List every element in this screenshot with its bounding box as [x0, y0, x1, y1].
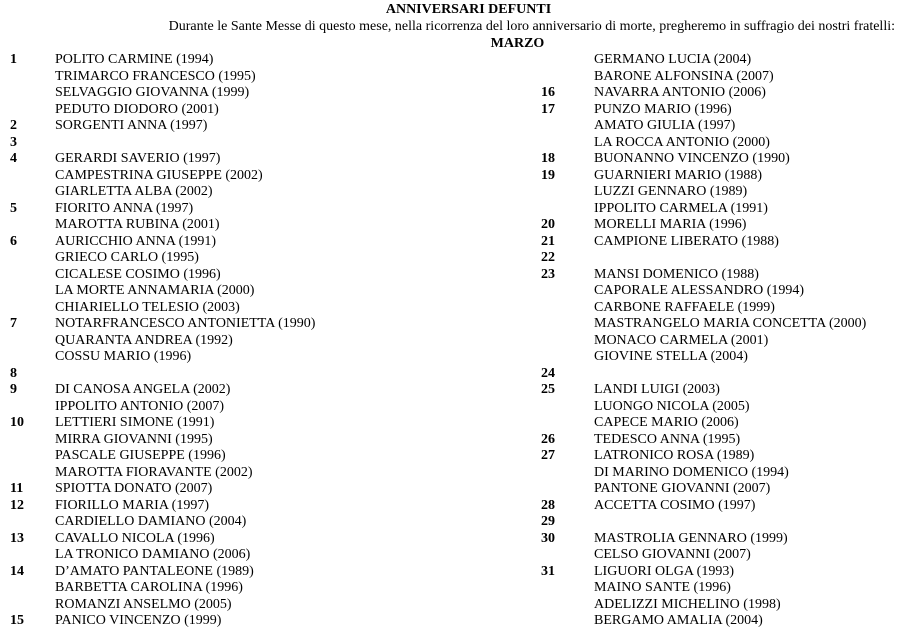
day-number [541, 547, 594, 564]
anniversary-row [10, 465, 480, 482]
anniversary-row [541, 564, 901, 581]
anniversary-row [541, 234, 901, 251]
day-number: 28 [541, 497, 555, 513]
deceased-name: GERARDI SAVERIO (1997) [55, 151, 221, 166]
anniversary-row [10, 102, 480, 119]
deceased-name: MORELLI MARIA (1996) [594, 217, 747, 232]
anniversary-row [10, 498, 480, 515]
deceased-name: PANICO VINCENZO (1999) [55, 613, 222, 628]
deceased-name: GERMANO LUCIA (2004) [594, 52, 752, 67]
day-number [541, 283, 594, 300]
anniversary-row [541, 168, 901, 185]
day-number: 29 [541, 514, 555, 529]
day-number [541, 481, 594, 498]
anniversary-row [10, 52, 480, 69]
deceased-name: MANSI DOMENICO (1988) [594, 266, 759, 282]
day-number [541, 597, 594, 614]
anniversary-row [10, 316, 480, 333]
deceased-name: POLITO CARMINE (1994) [55, 52, 214, 67]
day-number [10, 597, 55, 614]
day-number: 5 [10, 200, 17, 216]
deceased-name: BERGAMO AMALIA (2004) [594, 613, 763, 628]
deceased-name: LA TRONICO DAMIANO (2006) [55, 547, 251, 562]
anniversary-row [541, 448, 901, 465]
anniversary-row [541, 481, 901, 498]
deceased-name: MASTRANGELO MARIA CONCETTA (2000) [594, 316, 867, 331]
anniversary-row [541, 316, 901, 333]
day-number [541, 118, 594, 135]
deceased-name: LUONGO NICOLA (2005) [594, 398, 750, 414]
anniversary-row [10, 201, 480, 218]
day-number [10, 448, 55, 465]
deceased-name: LUZZI GENNARO (1989) [594, 184, 748, 199]
deceased-name: CARBONE RAFFAELE (1999) [594, 299, 775, 315]
anniversary-row [10, 250, 480, 267]
deceased-name: TEDESCO ANNA (1995) [594, 431, 741, 447]
day-number: 16 [541, 85, 555, 100]
day-number [541, 201, 594, 218]
deceased-name: NAVARRA ANTONIO (2006) [594, 85, 766, 100]
anniversary-row [10, 432, 480, 449]
deceased-name: LA ROCCA ANTONIO (2000) [594, 134, 770, 150]
deceased-name: LIGUORI OLGA (1993) [594, 563, 734, 579]
anniversary-row [541, 432, 901, 449]
day-number: 3 [10, 134, 17, 150]
deceased-name: MAINO SANTE (1996) [594, 580, 731, 595]
day-number: 22 [541, 250, 555, 265]
deceased-name: CARDIELLO DAMIANO (2004) [55, 514, 247, 529]
deceased-name: MONACO CARMELA (2001) [594, 332, 769, 348]
deceased-name: IPPOLITO ANTONIO (2007) [55, 398, 225, 414]
anniversary-row [10, 135, 480, 152]
anniversary-row [541, 399, 901, 416]
deceased-name [55, 366, 480, 383]
deceased-name: BUONANNO VINCENZO (1990) [594, 151, 790, 166]
day-number [10, 102, 55, 119]
deceased-name [594, 514, 901, 531]
day-number: 9 [10, 382, 17, 397]
anniversary-row [541, 250, 901, 267]
deceased-name [55, 135, 480, 152]
day-number: 17 [541, 101, 555, 117]
day-number [541, 316, 594, 333]
day-number: 25 [541, 382, 555, 397]
anniversary-row [541, 118, 901, 135]
anniversary-row [10, 448, 480, 465]
day-number [541, 184, 594, 201]
deceased-name: BARBETTA CAROLINA (1996) [55, 580, 243, 595]
deceased-name: FIORITO ANNA (1997) [55, 200, 194, 216]
anniversary-row [541, 547, 901, 564]
day-number [10, 547, 55, 564]
deceased-name: ROMANZI ANSELMO (2005) [55, 596, 232, 612]
deceased-name: CELSO GIOVANNI (2007) [594, 547, 751, 562]
anniversary-row [541, 597, 901, 614]
day-number [541, 349, 594, 366]
day-number [10, 217, 55, 234]
anniversary-row [541, 300, 901, 317]
deceased-name [594, 366, 901, 383]
anniversary-row [10, 481, 480, 498]
anniversary-row [10, 151, 480, 168]
month-heading: MARZO [490, 36, 545, 51]
deceased-name [594, 250, 901, 267]
deceased-name: GRIECO CARLO (1995) [55, 250, 199, 265]
day-number [541, 333, 594, 350]
deceased-name: NOTARFRANCESCO ANTONIETTA (1990) [55, 316, 316, 331]
anniversary-row [541, 201, 901, 218]
anniversary-row [541, 135, 901, 152]
day-number: 18 [541, 151, 555, 166]
anniversary-row [541, 69, 901, 86]
deceased-name: D’AMATO PANTALEONE (1989) [55, 563, 254, 579]
day-number [541, 580, 594, 597]
day-number [541, 300, 594, 317]
deceased-name: QUARANTA ANDREA (1992) [55, 332, 233, 348]
anniversary-row [541, 415, 901, 432]
anniversary-row [10, 283, 480, 300]
deceased-name: TRIMARCO FRANCESCO (1995) [55, 68, 256, 84]
anniversary-row [10, 217, 480, 234]
day-number [10, 184, 55, 201]
deceased-name: CICALESE COSIMO (1996) [55, 266, 221, 282]
day-number [10, 580, 55, 597]
day-number: 4 [10, 151, 17, 166]
day-number [10, 168, 55, 185]
anniversary-row [10, 118, 480, 135]
deceased-name: AURICCHIO ANNA (1991) [55, 233, 216, 249]
anniversary-row [10, 514, 480, 531]
anniversary-row [10, 234, 480, 251]
day-number [541, 135, 594, 152]
day-number [10, 267, 55, 284]
day-number: 7 [10, 316, 17, 331]
anniversary-row [10, 580, 480, 597]
deceased-name: COSSU MARIO (1996) [55, 349, 192, 364]
anniversary-row [541, 531, 901, 548]
deceased-name: CHIARIELLO TELESIO (2003) [55, 299, 240, 315]
deceased-name: AMATO GIULIA (1997) [594, 118, 736, 133]
anniversary-row [10, 69, 480, 86]
deceased-name: FIORILLO MARIA (1997) [55, 497, 209, 513]
day-number: 6 [10, 233, 17, 249]
day-number [541, 399, 594, 416]
day-number [10, 399, 55, 416]
deceased-name: CAMPESTRINA GIUSEPPE (2002) [55, 167, 263, 183]
day-number: 19 [541, 167, 555, 183]
day-number: 10 [10, 415, 24, 430]
deceased-name: IPPOLITO CARMELA (1991) [594, 200, 768, 216]
day-number [541, 69, 594, 86]
anniversary-row [10, 168, 480, 185]
right-column-list [541, 52, 901, 630]
day-number [10, 333, 55, 350]
anniversary-row [10, 531, 480, 548]
page-title: ANNIVERSARI DEFUNTI [385, 2, 552, 17]
day-number: 15 [10, 613, 24, 628]
day-number [10, 69, 55, 86]
deceased-name: DI CANOSA ANGELA (2002) [55, 382, 231, 397]
deceased-name: CAPORALE ALESSANDRO (1994) [594, 283, 805, 298]
day-number: 8 [10, 365, 17, 381]
anniversary-row [10, 399, 480, 416]
deceased-name: CAPECE MARIO (2006) [594, 415, 739, 430]
deceased-name: LANDI LUIGI (2003) [594, 382, 720, 397]
left-column-list [10, 52, 480, 630]
page-subtitle: Durante le Sante Messe di questo mese, nella ricorrenza del loro anniversario di morte, pregheremo in suffragio dei nostri fratelli: [168, 19, 895, 34]
anniversary-row [541, 52, 901, 69]
deceased-name: SORGENTI ANNA (1997) [55, 118, 208, 133]
deceased-name: ADELIZZI MICHELINO (1998) [594, 596, 781, 612]
day-number: 31 [541, 563, 555, 579]
deceased-name: PUNZO MARIO (1996) [594, 101, 732, 117]
day-number: 20 [541, 217, 555, 232]
day-number: 21 [541, 233, 555, 249]
day-number: 11 [10, 481, 24, 496]
day-number [541, 415, 594, 432]
day-number: 27 [541, 448, 555, 463]
day-number [10, 300, 55, 317]
deceased-name: SELVAGGIO GIOVANNA (1999) [55, 85, 250, 100]
day-number [10, 432, 55, 449]
day-number: 2 [10, 118, 17, 133]
deceased-name: CAVALLO NICOLA (1996) [55, 530, 215, 546]
anniversary-row [10, 184, 480, 201]
anniversary-row [10, 382, 480, 399]
day-number [541, 613, 594, 630]
day-number: 13 [10, 530, 24, 546]
day-number: 26 [541, 431, 555, 447]
day-number [10, 85, 55, 102]
anniversary-row [541, 382, 901, 399]
day-number: 1 [10, 52, 17, 67]
anniversary-row [541, 366, 901, 383]
deceased-name: PANTONE GIOVANNI (2007) [594, 481, 771, 496]
day-number [10, 349, 55, 366]
anniversary-row [10, 366, 480, 383]
anniversary-row [541, 85, 901, 102]
deceased-name: PASCALE GIUSEPPE (1996) [55, 448, 226, 463]
anniversary-row [541, 184, 901, 201]
day-number: 30 [541, 530, 555, 546]
anniversary-row [10, 547, 480, 564]
day-number [10, 283, 55, 300]
deceased-name: LATRONICO ROSA (1989) [594, 448, 755, 463]
day-number [10, 465, 55, 482]
anniversary-row [541, 349, 901, 366]
anniversary-row [10, 267, 480, 284]
deceased-name: MAROTTA RUBINA (2001) [55, 217, 220, 232]
deceased-name: MIRRA GIOVANNI (1995) [55, 431, 213, 447]
deceased-name: BARONE ALFONSINA (2007) [594, 68, 774, 84]
day-number: 23 [541, 266, 555, 282]
deceased-name: PEDUTO DIODORO (2001) [55, 101, 219, 117]
day-number [10, 514, 55, 531]
deceased-name: ACCETTA COSIMO (1997) [594, 497, 756, 513]
anniversary-row [541, 333, 901, 350]
day-number [541, 52, 594, 69]
deceased-name: MAROTTA FIORAVANTE (2002) [55, 464, 253, 480]
anniversary-row [541, 102, 901, 119]
anniversary-row [10, 564, 480, 581]
day-number: 12 [10, 497, 24, 513]
anniversary-row [541, 514, 901, 531]
deceased-name: SPIOTTA DONATO (2007) [55, 481, 213, 496]
anniversary-row [10, 300, 480, 317]
deceased-name: GUARNIERI MARIO (1988) [594, 167, 762, 183]
anniversary-row [10, 415, 480, 432]
anniversary-row [10, 597, 480, 614]
day-number [10, 250, 55, 267]
anniversary-row [10, 333, 480, 350]
anniversary-row [541, 267, 901, 284]
deceased-name: GIARLETTA ALBA (2002) [55, 184, 213, 199]
deceased-name: CAMPIONE LIBERATO (1988) [594, 233, 779, 249]
anniversary-row [541, 465, 901, 482]
day-number: 14 [10, 563, 24, 579]
anniversary-row [10, 613, 480, 630]
anniversary-row [541, 498, 901, 515]
anniversary-row [541, 217, 901, 234]
day-number: 24 [541, 365, 555, 381]
anniversary-row [541, 580, 901, 597]
anniversary-row [541, 283, 901, 300]
deceased-name: LETTIERI SIMONE (1991) [55, 415, 215, 430]
deceased-name: GIOVINE STELLA (2004) [594, 349, 748, 364]
deceased-name: DI MARINO DOMENICO (1994) [594, 464, 789, 480]
anniversary-row [541, 151, 901, 168]
day-number [541, 465, 594, 482]
deceased-name: MASTROLIA GENNARO (1999) [594, 530, 788, 546]
anniversary-row [10, 349, 480, 366]
deceased-name: LA MORTE ANNAMARIA (2000) [55, 283, 255, 298]
anniversary-row [10, 85, 480, 102]
anniversary-row [541, 613, 901, 630]
